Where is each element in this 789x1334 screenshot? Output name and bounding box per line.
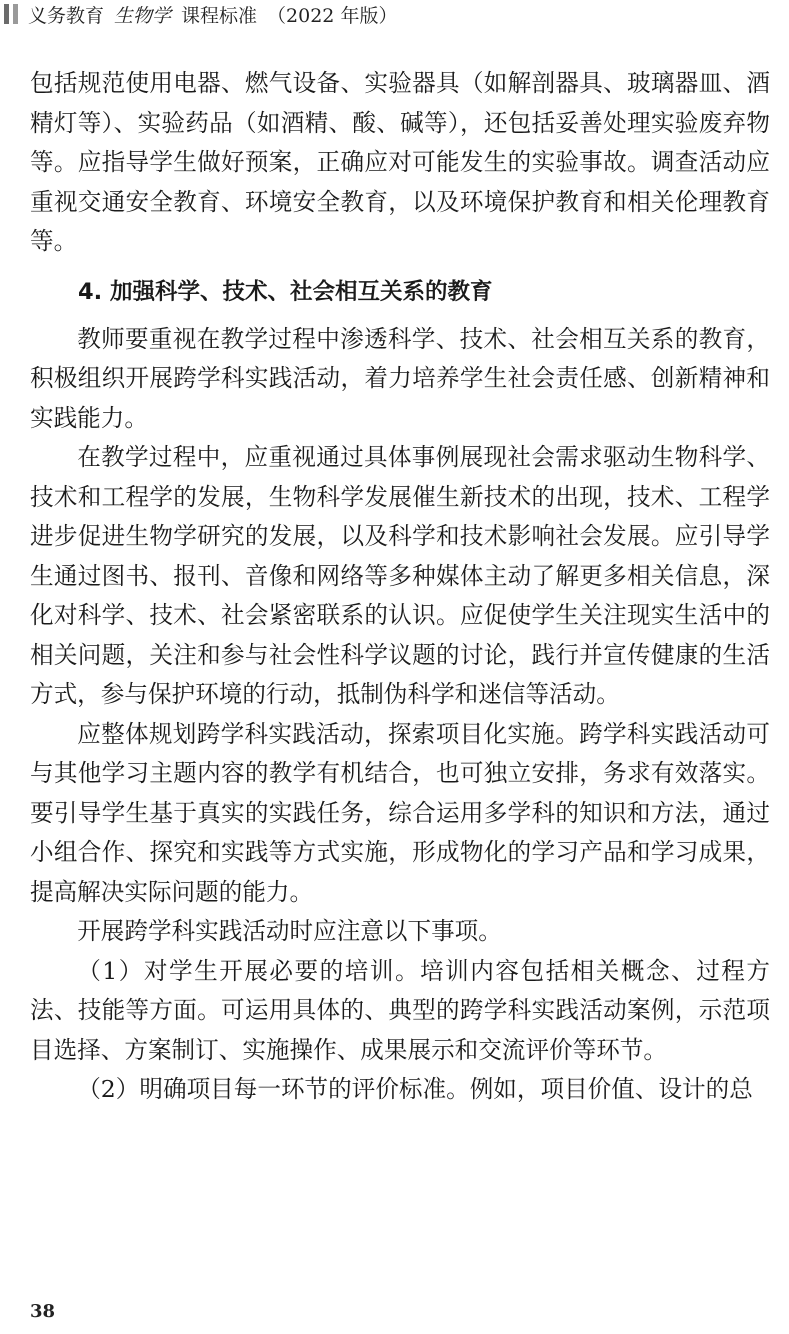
header-edition: （2022 年版） <box>267 4 398 27</box>
section-heading: 4. 加强科学、技术、社会相互关系的教育 <box>78 278 493 305</box>
header-title <box>28 1 397 28</box>
header-bar-2 <box>13 4 18 24</box>
header-subject: 生物学 <box>114 4 172 27</box>
running-header <box>0 0 789 28</box>
paragraph: 应整体规划跨学科实践活动，探索项目化实施。跨学科实践活动可与其他学习主题内容的教学有机结合，也可独立安排，务求有效落实。要引导学生基于真实的实践任务，综合运用多学科的知识和方法，通过小组合作、探究和实践等方式实施，形成物化的学习产品和学习成果，提高解决实际问题的能力。 <box>30 719 770 906</box>
paragraph: 在教学过程中，应重视通过具体事例展现社会需求驱动生物科学、技术和工程学的发展，生物科学发展催生新技术的出现，技术、工程学进步促进生物学研究的发展，以及科学和技术影响社会发展。应引导学生通过图书、报刊、音像和网络等多种媒体主动了解更多相关信息，深化对科学、技术、社会紧密联系的认识。应促使学生关注现实生活中的相关问题，关注和参与社会性科学议题的讨论，践行并宣传健康的生活方式，参与保护环境的行动，抵制伪科学和迷信等活动。 <box>30 443 770 708</box>
paragraph: 教师要重视在教学过程中渗透科学、技术、社会相互关系的教育，积极组织开展跨学科实践活动，着力培养学生社会责任感、创新精神和实践能力。 <box>30 324 770 432</box>
list-item-paragraph: （2）明确项目每一环节的评价标准。例如，项目价值、设计的总 <box>77 1075 753 1103</box>
page-number: 38 <box>30 1301 56 1322</box>
paragraph: 开展跨学科实践活动时应注意以下事项。 <box>77 917 502 945</box>
paragraph-continued: 包括规范使用电器、燃气设备、实验器具（如解剖器具、玻璃器皿、酒精灯等）、实验药品（如酒精、酸、碱等），还包括妥善处理实验废弃物等。应指导学生做好预案，正确应对可能发生的实验事故。调查活动应重视交通安全教育、环境安全教育，以及环境保护教育和相关伦理教育等。 <box>30 69 770 255</box>
header-doc-type: 课程标准 <box>181 4 258 27</box>
page-body <box>30 64 770 1110</box>
header-bar-1 <box>4 4 9 24</box>
list-item-paragraph: （1）对学生开展必要的培训。培训内容包括相关概念、过程方法、技能等方面。可运用具体的、典型的跨学科实践活动案例，示范项目选择、方案制订、实施操作、成果展示和交流评价等环节。 <box>30 956 770 1064</box>
header-decoration-bars <box>4 4 22 24</box>
header-series: 义务教育 <box>28 4 105 27</box>
